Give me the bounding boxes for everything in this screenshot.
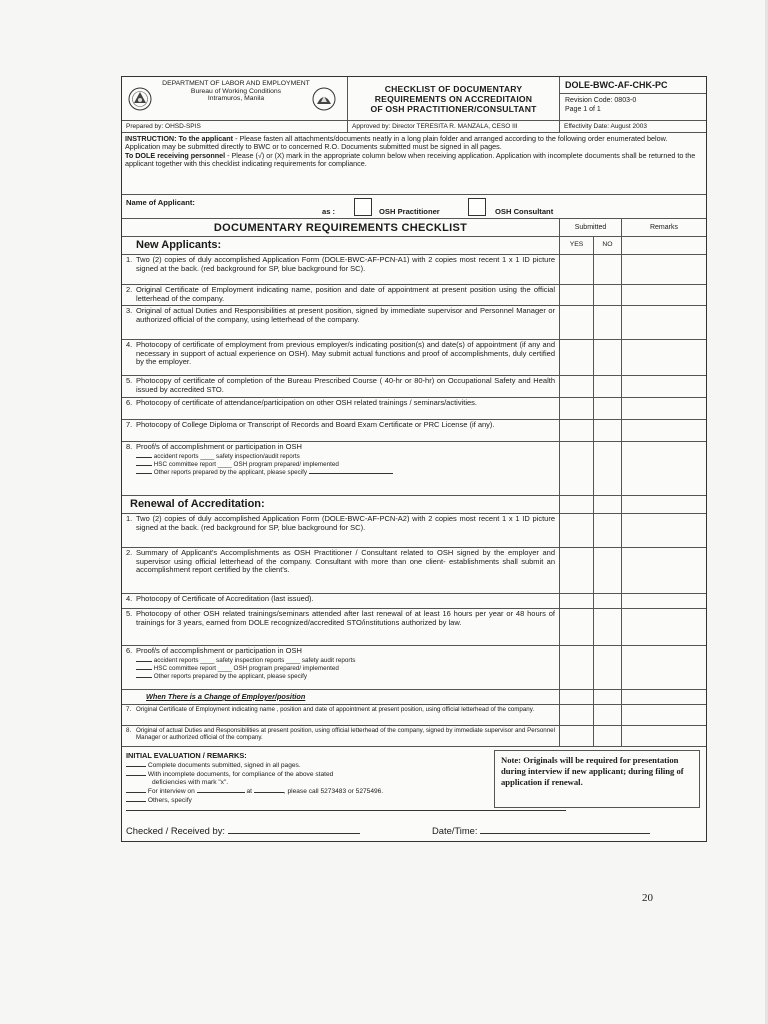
table-row (122, 646, 706, 690)
no-cell[interactable] (594, 609, 622, 645)
no-cell[interactable] (594, 594, 622, 608)
no-cell[interactable] (594, 548, 622, 593)
dole-seal-icon (128, 87, 152, 111)
item-number: 3. (126, 306, 133, 315)
table-row (122, 255, 706, 285)
instruction-text-dole: - Please (√) or (X) mark in the appropriate column below when receiving application. Application with incomplete documents shall be returned to the applicant together with this checklist indicating requirements for compliance. (125, 150, 696, 169)
bureau-name: Bureau of Working Conditions (190, 87, 282, 95)
item-text: Original of actual Duties and Responsibilities at present position, using official letterhead of the company, signed by immediate supervisor and Personnel Manager or authorized official of the company. (136, 727, 555, 742)
table-row (122, 398, 706, 420)
instruction-text-applicant: - Please fasten all attachments/documents neatly in a long plain folder and arranged according to the following order enumerated below. Application may be submitted directly to BWC or to concerned R.O. Documents submitted must be signed in all pages. (125, 134, 668, 152)
no-cell[interactable] (594, 705, 622, 725)
yes-cell[interactable] (560, 594, 594, 608)
item-text: Two (2) copies of duly accomplished Application Form (DOLE-BWC-AF-PCN-A1) with 2 copies most recent 1 x 1 ID picture signed at the back. (red background for SP, blue background for SC). (136, 255, 555, 273)
remarks-cell[interactable] (622, 398, 706, 419)
item-number: 6. (126, 646, 133, 655)
sub-option: accident reports ____ safety inspection reports ____ safety audit reports (153, 656, 356, 664)
no-cell[interactable] (594, 398, 622, 419)
bwc-seal-icon (312, 87, 336, 111)
remarks-cell[interactable] (622, 340, 706, 375)
item-text: Photocopy of certificate of attendance/participation on other OSH related trainings / seminars/activities. (136, 398, 478, 407)
no-header: NO (594, 237, 622, 254)
checklist-form (121, 76, 707, 842)
remarks-cell[interactable] (622, 726, 706, 746)
renewal-title: Renewal of Accreditation: (122, 496, 560, 513)
item-text: Original Certificate of Employment indicating name, position and date of appointment at present position using the official letterhead of the company. (136, 285, 555, 303)
title-line-2: REQUIREMENTS ON ACCREDITAION (374, 93, 533, 104)
item-text: Original Certificate of Employment indicating name , position and date of appointment at present position, using official letterhead of the company. (136, 706, 535, 713)
new-applicants-title: New Applicants: (122, 237, 560, 254)
form-title (348, 77, 560, 120)
evaluation-title: INITIAL EVALUATION / REMARKS: (126, 751, 247, 760)
prepared-by: Prepared by: OHSD-SPIS (122, 121, 348, 132)
new-applicants-header (122, 237, 706, 255)
item-text: Photocopy of certificate of completion of the Bureau Prescribed Course ( 40-hr or 80-hr) on Occupational Safety and Health issued by accredited STO. (136, 376, 555, 394)
instruction-label-dole: To DOLE receiving personnel (125, 150, 226, 160)
item-text: Proof/s of accomplishment or participation in OSH (136, 442, 302, 451)
table-row (122, 548, 706, 594)
no-cell[interactable] (594, 726, 622, 746)
remarks-header: Remarks (649, 224, 678, 231)
item-number: 4. (126, 340, 133, 349)
sub-option: accident reports ____ safety inspection/audit reports (153, 452, 300, 460)
interview-label: For interview on (147, 788, 195, 795)
submitted-header: Submitted (560, 219, 622, 236)
sub-option: Other reports prepared by the applicant, please specify (153, 468, 308, 476)
osh-practitioner-label: OSH Practitioner (379, 207, 440, 216)
evaluation-option-complete: Complete documents submitted, signed in all pages. (147, 762, 301, 769)
item-number: 7. (126, 706, 132, 713)
form-code: DOLE-BWC-AF-CHK-PC (560, 77, 706, 94)
remarks-cell[interactable] (622, 420, 706, 441)
renewal-header (122, 496, 706, 514)
table-row (122, 376, 706, 398)
interview-date-field[interactable] (197, 787, 245, 793)
osh-consultant-checkbox[interactable] (468, 198, 486, 216)
osh-consultant-label: OSH Consultant (495, 207, 554, 216)
no-cell[interactable] (594, 514, 622, 547)
item-number: 1. (126, 255, 133, 264)
no-cell[interactable] (594, 255, 622, 284)
item-number: 2. (126, 548, 133, 557)
interview-contact: , please call 5273483 or 5275496. (283, 788, 384, 795)
no-cell[interactable] (594, 442, 622, 495)
table-row (122, 442, 706, 496)
evaluation-option-incomplete: With incomplete documents, for compliance of the above stated (147, 771, 334, 778)
yes-cell[interactable] (560, 285, 594, 305)
item-text: Photocopy of Certificate of Accreditation (last issued). (136, 594, 314, 603)
item-number: 5. (126, 376, 133, 385)
page-number: 20 (642, 892, 653, 904)
yes-cell[interactable] (560, 726, 594, 746)
originals-note: Note: Originals will be required for presentation during interview if new applicant; during filing of application if renewal. (494, 750, 700, 808)
evaluation-option-incomplete-cont: deficiencies with mark "x". (152, 779, 229, 786)
table-title: DOCUMENTARY REQUIREMENTS CHECKLIST (122, 219, 560, 236)
no-cell[interactable] (594, 646, 622, 689)
no-cell[interactable] (594, 376, 622, 397)
yes-cell[interactable] (560, 420, 594, 441)
item-number: 8. (126, 727, 132, 734)
yes-cell[interactable] (560, 340, 594, 375)
remarks-cell[interactable] (622, 285, 706, 305)
no-cell[interactable] (594, 420, 622, 441)
others-label: Others, specify (147, 797, 192, 804)
remarks-cell[interactable] (622, 646, 706, 689)
table-row (122, 285, 706, 306)
remarks-cell[interactable] (622, 376, 706, 397)
remarks-cell[interactable] (622, 705, 706, 725)
applicant-row (122, 195, 706, 219)
effectivity-date: Effectivity Date: August 2003 (564, 123, 647, 130)
yes-cell[interactable] (560, 442, 594, 495)
form-code-block (560, 77, 706, 120)
change-of-employer-title: When There is a Change of Employer/position (122, 690, 560, 704)
item-number: 2. (126, 285, 133, 294)
item-number: 1. (126, 514, 133, 523)
as-label: as : (322, 207, 336, 216)
table-row (122, 420, 706, 442)
remarks-cell[interactable] (622, 609, 706, 645)
initial-evaluation (122, 747, 706, 841)
osh-practitioner-checkbox[interactable] (354, 198, 372, 216)
yes-cell[interactable] (560, 705, 594, 725)
item-number: 6. (126, 398, 133, 407)
yes-cell[interactable] (560, 646, 594, 689)
sub-option: HSC committee report ____ OSH program prepared/ implemented (153, 664, 339, 672)
item-text: Original of actual Duties and Responsibilities at present position, signed by immediate supervisor and Personnel Manager or authorized official of the company, using letterhead of the company. (136, 306, 555, 324)
item-text: Summary of Applicant's Accomplishments as OSH Practitioner / Consultant related to OSH signed by the employer and supervisor using official letterhead of the company. Consultant with more than one client- establishments shall submit an accomplishment report certified by the client's. (136, 548, 555, 575)
instructions (122, 133, 706, 195)
item-number: 5. (126, 609, 133, 618)
remarks-cell[interactable] (622, 306, 706, 339)
yes-cell[interactable] (560, 398, 594, 419)
table-row (122, 726, 706, 747)
interview-at-label: at (246, 788, 252, 795)
dept-name: DEPARTMENT OF LABOR AND EMPLOYMENT (162, 80, 310, 87)
item-text: Photocopy of College Diploma or Transcript of Records and Board Exam Certificate or PRC License (if any). (136, 420, 495, 429)
item-text: Photocopy of certificate of employment from previous employer/s indicating position(s) and date(s) of appointment (if any and necessary in support of actual experience on OSH). May submit actual functions and proof of accomplishments, duly certified by the employer. (136, 340, 555, 367)
no-cell[interactable] (594, 340, 622, 375)
agency-block (122, 77, 348, 120)
datetime-field[interactable] (480, 828, 650, 834)
title-line-1: CHECKLIST OF DOCUMENTARY (384, 83, 523, 94)
approved-by: Approved by: Director TERESITA R. MANZALA, CESO III (348, 121, 560, 132)
item-text: Two (2) copies of duly accomplished Application Form (DOLE-BWC-AF-PCN-A2) with 2 copies most recent 1 x 1 ID picture signed at the back. (red background for SP, blue background for SC). (136, 514, 555, 532)
bureau-address: Intramuros, Manila (207, 95, 265, 103)
no-cell[interactable] (594, 306, 622, 339)
change-of-employer-header (122, 690, 706, 705)
applicant-name-label: Name of Applicant: (126, 198, 195, 207)
meta-row (122, 121, 706, 133)
sub-option: HSC committee report ____ OSH program prepared/ implemented (153, 460, 339, 468)
page-info: Page 1 of 1 (565, 106, 601, 113)
table-row (122, 514, 706, 548)
table-row (122, 594, 706, 609)
yes-cell[interactable] (560, 376, 594, 397)
table-header (122, 219, 706, 237)
checked-received-field[interactable] (228, 828, 360, 834)
table-row (122, 609, 706, 646)
remarks-cell[interactable] (622, 594, 706, 608)
checked-received-label: Checked / Received by: (126, 825, 226, 836)
title-line-3: OF OSH PRACTITIONER/CONSULTANT (370, 103, 537, 114)
yes-cell[interactable] (560, 306, 594, 339)
item-number: 8. (126, 442, 133, 451)
item-number: 4. (126, 594, 133, 603)
remarks-cell[interactable] (622, 548, 706, 593)
form-header (122, 77, 706, 121)
table-row (122, 340, 706, 376)
instruction-label-applicant: INSTRUCTION: To the applicant (125, 134, 234, 143)
yes-cell[interactable] (560, 548, 594, 593)
no-cell[interactable] (594, 285, 622, 305)
remarks-cell[interactable] (622, 442, 706, 495)
table-row (122, 705, 706, 726)
item-text: Photocopy of other OSH related trainings/seminars attended after last renewal of at least 16 hours per year or 48 hours of trainings for 3 years, earned from DOLE recognized/accredited STO/institutions authorized by law. (136, 609, 555, 627)
yes-cell[interactable] (560, 255, 594, 284)
sub-option: Other reports prepared by the applicant, please specify (153, 672, 308, 680)
yes-cell[interactable] (560, 609, 594, 645)
datetime-label: Date/Time: (432, 825, 478, 836)
yes-header: YES (560, 237, 594, 254)
revision-code: Revision Code: 0803-0 (565, 97, 637, 104)
item-number: 7. (126, 420, 133, 429)
remarks-cell[interactable] (622, 255, 706, 284)
item-text: Proof/s of accomplishment or participation in OSH (136, 646, 302, 655)
table-row (122, 306, 706, 340)
interview-time-field[interactable] (254, 787, 284, 793)
remarks-cell[interactable] (622, 514, 706, 547)
yes-cell[interactable] (560, 514, 594, 547)
